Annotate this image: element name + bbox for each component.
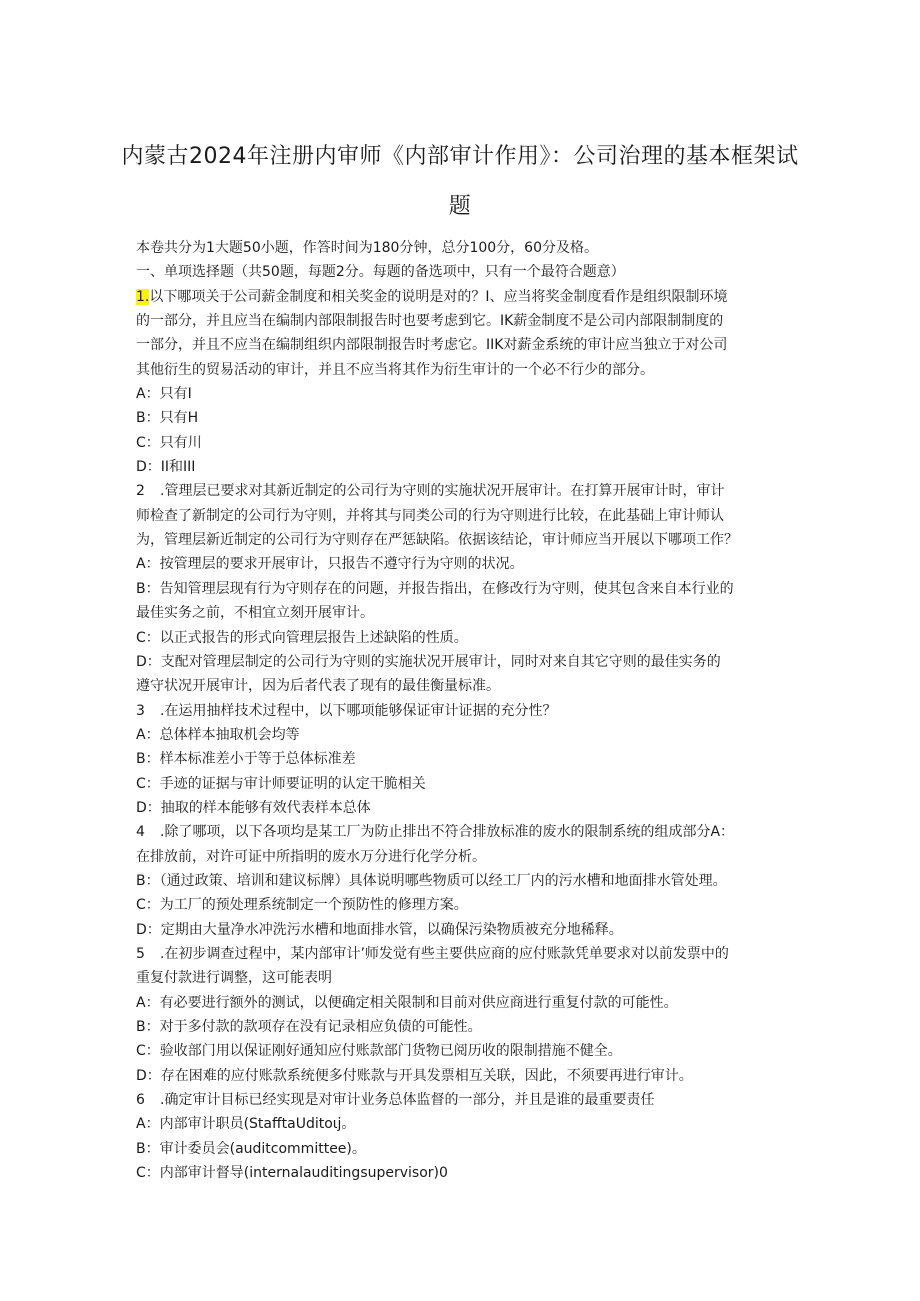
option-d-continued: 遵守状况开展审计，因为后者代表了现有的最佳衡量标准。 xyxy=(136,678,500,695)
option-b-continued: 最佳实务之前，不相宜立刻开展审计。 xyxy=(136,605,374,622)
question-text: 的一部分，并且应当在编制内部限制报告时也要考虑到它。IK薪金制度不是公司内部限制制度的 xyxy=(136,313,724,330)
question-text: .在初步调查过程中，某内部审计’师发觉有些主要供应商的应付账款凭单要求对以前发票中的 xyxy=(160,945,729,962)
document-title-line-2: 题 xyxy=(448,194,472,219)
option-a: A：按管理层的要求开展审计，只报告不遵守行为守则的状况。 xyxy=(136,556,524,573)
option-c: C：验收部门用以保证刚好通知应付账款部门货物已阅历收的限制措施不健全。 xyxy=(136,1043,622,1060)
option-a: A：总体样本抽取机会均等 xyxy=(136,726,300,743)
question-text: 为，管理层新近制定的公司行为守则存在严惩缺陷。依据该结论，审计师应当开展以下哪项工作？ xyxy=(136,532,738,549)
option-a: A：有必要进行额外的测试，以便确定相关限制和目前对供应商进行重复付款的可能性。 xyxy=(136,994,678,1011)
option-d: D：存在困难的应付账款系统便多付账款与开具发票相互关联，因此，不须要再进行审计。 xyxy=(136,1067,693,1084)
question-text: .在运用抽样技术过程中，以下哪项能够保证审计证据的充分性？ xyxy=(160,702,557,719)
question-2-line xyxy=(136,479,792,503)
question-number: 1. xyxy=(136,288,150,305)
option-b: B：对于多付款的款项存在没有记录相应负债的可能性。 xyxy=(136,1019,482,1035)
question-1-line xyxy=(136,285,792,309)
option-c: C：内部审计督导(internalauditingsupervisor)0 xyxy=(136,1165,448,1182)
question-text: .确定审计目标已经实现是对审计业务总体监督的一部分，并且是谁的最重要责任 xyxy=(160,1092,655,1109)
option-c: C：为工厂的预处理系统制定一个预防性的修理方案。 xyxy=(136,897,468,914)
document-body xyxy=(136,236,792,1185)
option-d: D：定期由大量净水冲洗污水槽和地面排水管，以确保污染物质被充分地稀释。 xyxy=(136,921,623,938)
option-b: B：告知管理层现有行为守则存在的问题，并报告指出，在修改行为守则，使其包含来自本行业的 xyxy=(136,580,734,597)
option-c: C：以正式报告的形式向管理层报告上述缺陷的性质。 xyxy=(136,629,468,646)
question-4-line xyxy=(136,820,792,844)
option-a: A：只有I xyxy=(136,386,192,403)
question-number: 4 xyxy=(136,824,145,841)
question-number: 2 xyxy=(136,483,145,500)
question-number: 5 xyxy=(136,945,145,962)
question-text: 以下哪项关于公司薪金制度和相关奖金的说明是对的？I、应当将奖金制度看作是组织限制环境 xyxy=(149,288,728,305)
option-d: D：II和III xyxy=(136,459,196,476)
section-heading: 一、单项选择题（共50题，每题2分。每题的备选项中，只有一个最符合题意） xyxy=(136,264,625,281)
question-3-line xyxy=(136,699,792,723)
question-number: 3 xyxy=(136,702,145,719)
question-5-line xyxy=(136,942,792,966)
document-title-line-1: 内蒙古2024年注册内审师《内部审计作用》：公司治理的基本框架试 xyxy=(121,144,799,169)
option-a: A：内部审计职员(StafftaUditoιj。 xyxy=(136,1116,356,1133)
question-text: 一部分，并且不应当在编制组织内部限制报告时考虑它。IIK对薪金系统的审计应当独立于对公司 xyxy=(136,337,728,354)
option-b: B：样本标准差小于等于总体标准差 xyxy=(136,751,356,768)
question-text: .除了哪项，以下各项均是某工厂为防止排出不符合排放标准的废水的限制系统的组成部分A： xyxy=(160,824,735,841)
option-c: C：手迹的证据与审计师要证明的认定干脆相关 xyxy=(136,775,426,792)
option-d: D：抽取的样本能够有效代表样本总体 xyxy=(136,799,371,816)
option-a-continued: 在排放前，对许可证中所指明的废水万分进行化学分析。 xyxy=(136,848,486,865)
exam-summary: 本卷共分为1大题50小题，作答时间为180分钟，总分100分，60分及格。 xyxy=(136,240,598,256)
option-b: B：（通过政策、培训和建议标牌）具体说明哪些物质可以经工厂内的污水槽和地面排水管处理。 xyxy=(136,872,727,889)
question-text: 师检查了新制定的公司行为守则，并将其与同类公司的行为守则进行比较，在此基础上审计师认 xyxy=(136,507,724,524)
question-text: 重复付款进行调整，这可能表明 xyxy=(136,970,332,987)
option-c: C：只有川 xyxy=(136,434,202,451)
question-number: 6 xyxy=(136,1092,145,1109)
option-b: B：审计委员会(auditcommittee)。 xyxy=(136,1140,366,1157)
question-text: .管理层已要求对其新近制定的公司行为守则的实施状况开展审计。在打算开展审计时，审计 xyxy=(160,483,725,500)
question-text: 其他衍生的贸易活动的审计，并且不应当将其作为衍生审计的一个必不行少的部分。 xyxy=(136,361,654,378)
option-d: D：支配对管理层制定的公司行为守则的实施状况开展审计，同时对来自其它守则的最佳实务的 xyxy=(136,653,721,670)
question-6-line xyxy=(136,1088,792,1112)
option-b: B：只有H xyxy=(136,410,199,427)
